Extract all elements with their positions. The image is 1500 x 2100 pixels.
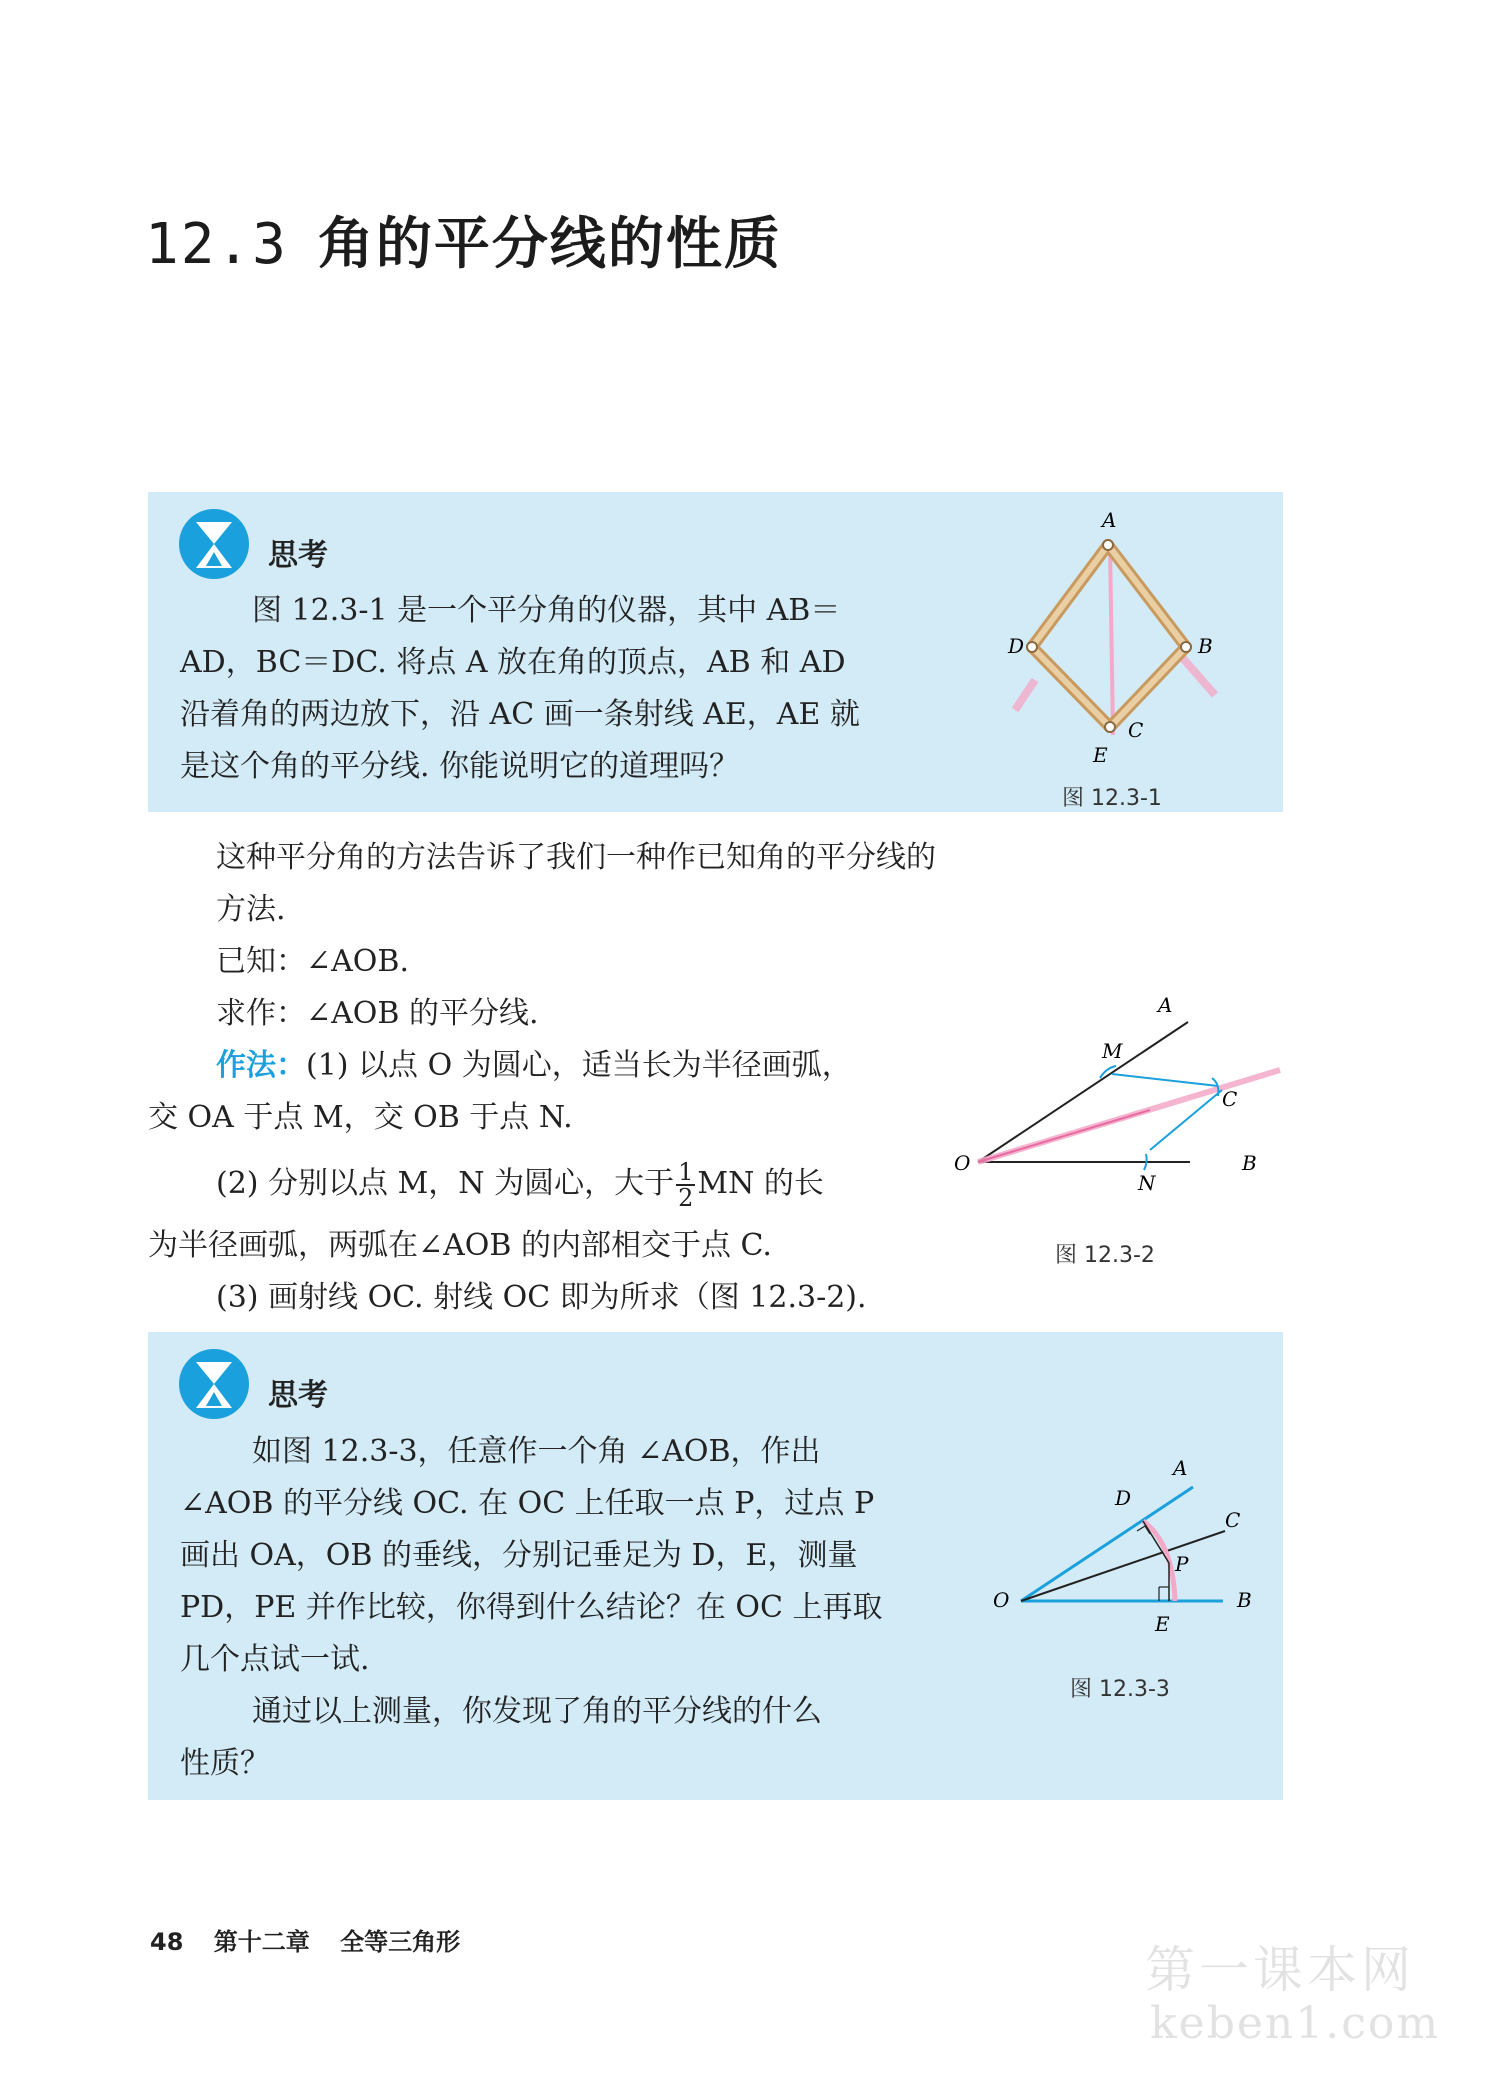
think2-text bbox=[180, 1426, 960, 1790]
chapter-title: 全等三角形 bbox=[340, 1928, 461, 1956]
think2-line-5: 几个点试一试. bbox=[180, 1642, 370, 1677]
think-label-1: 思考 bbox=[268, 538, 328, 573]
arc-from-m bbox=[1112, 1074, 1218, 1086]
think1-line-1: 图 12.3-1 是一个平分角的仪器，其中 AB＝ bbox=[252, 593, 841, 628]
angle-side-left bbox=[1015, 680, 1035, 710]
label-a: A bbox=[1173, 1456, 1188, 1480]
given-line: 已知：∠AOB. bbox=[216, 944, 409, 979]
label-a: A bbox=[1158, 993, 1173, 1017]
caption-12-3-2: 图 12.3-2 bbox=[1055, 1243, 1155, 1268]
think1-text bbox=[180, 585, 940, 793]
label-c: C bbox=[1222, 1087, 1238, 1111]
section-number: 12.3 bbox=[145, 212, 288, 277]
label-e: E bbox=[1093, 743, 1108, 767]
figure-12-3-3 bbox=[975, 1445, 1275, 1645]
label-m: M bbox=[1102, 1039, 1123, 1063]
step1-line-a: (1) 以点 O 为圆心，适当长为半径画弧， bbox=[306, 1048, 852, 1083]
label-b: B bbox=[1237, 1588, 1252, 1612]
think-label-2: 思考 bbox=[268, 1378, 328, 1413]
label-d: D bbox=[1115, 1486, 1132, 1510]
think-icon bbox=[178, 508, 250, 580]
label-o: O bbox=[954, 1151, 971, 1175]
label-d: D bbox=[1008, 634, 1025, 658]
frac-numerator: 1 bbox=[678, 1158, 694, 1186]
label-a: A bbox=[1102, 508, 1117, 532]
think2-line-6: 通过以上测量，你发现了角的平分线的什么 bbox=[252, 1694, 822, 1729]
label-e: E bbox=[1155, 1612, 1170, 1636]
think1-line-4: 是这个角的平分线. 你能说明它的道理吗？ bbox=[180, 749, 740, 784]
step2-pre: (2) 分别以点 M，N 为圆心，大于 bbox=[216, 1166, 675, 1201]
think1-line-2: AD，BC＝DC. 将点 A 放在角的顶点，AB 和 AD bbox=[180, 645, 846, 680]
frac-denominator: 2 bbox=[678, 1184, 694, 1212]
think2-line-7: 性质？ bbox=[180, 1746, 270, 1781]
step2-line-b: 为半径画弧，两弧在∠AOB 的内部相交于点 C. bbox=[148, 1228, 772, 1263]
section-title bbox=[145, 200, 782, 280]
ray-oa bbox=[1021, 1487, 1193, 1601]
method-label: 作法： bbox=[216, 1048, 306, 1083]
step1-line-b: 交 OA 于点 M，交 OB 于点 N. bbox=[148, 1100, 573, 1135]
watermark-cn: 第一课本网 bbox=[1145, 1941, 1415, 1999]
think2-line-3: 画出 OA，OB 的垂线，分别记垂足为 D，E，测量 bbox=[180, 1538, 858, 1573]
label-b: B bbox=[1198, 634, 1213, 658]
segment-pd bbox=[1143, 1521, 1169, 1563]
label-p: P bbox=[1175, 1552, 1189, 1576]
label-c: C bbox=[1225, 1508, 1241, 1532]
think2-line-2: ∠AOB 的平分线 OC. 在 OC 上任取一点 P，过点 P bbox=[180, 1486, 875, 1521]
ray-oc bbox=[1021, 1531, 1225, 1601]
label-o: O bbox=[993, 1588, 1010, 1612]
think2-line-4: PD，PE 并作比较，你得到什么结论？在 OC 上再取 bbox=[180, 1590, 883, 1625]
step2-post: MN 的长 bbox=[697, 1166, 824, 1201]
page-number: 48 bbox=[150, 1928, 184, 1956]
chapter-number: 第十二章 bbox=[213, 1928, 310, 1956]
ray-oc-core bbox=[978, 1110, 1150, 1162]
ray-oa bbox=[978, 1022, 1188, 1162]
section-heading: 角的平分线的性质 bbox=[317, 212, 782, 277]
page-footer bbox=[150, 1922, 460, 1957]
think2-line-1: 如图 12.3-3，任意作一个角 ∠AOB，作出 bbox=[252, 1434, 821, 1469]
watermark-url: keben1.com bbox=[1150, 1998, 1441, 2049]
figure-12-3-1 bbox=[990, 505, 1250, 775]
find-line: 求作：∠AOB 的平分线. bbox=[216, 996, 539, 1031]
fraction-one-half bbox=[676, 1160, 695, 1210]
figure-12-3-2 bbox=[950, 990, 1290, 1210]
angle-side-right bbox=[1180, 655, 1215, 695]
label-b: B bbox=[1242, 1151, 1257, 1175]
label-c: C bbox=[1128, 718, 1144, 742]
intro-line: 这种平分角的方法告诉了我们一种作已知角的平分线的方法. bbox=[216, 840, 936, 927]
think-icon bbox=[178, 1348, 250, 1420]
step3-line: (3) 画射线 OC. 射线 OC 即为所求（图 12.3-2). bbox=[216, 1280, 867, 1315]
label-n: N bbox=[1138, 1171, 1156, 1195]
ray-ae bbox=[1110, 545, 1113, 735]
construction-text bbox=[148, 832, 948, 1324]
caption-12-3-1: 图 12.3-1 bbox=[1062, 786, 1162, 811]
caption-12-3-3: 图 12.3-3 bbox=[1070, 1677, 1170, 1702]
think1-line-3: 沿着角的两边放下，沿 AC 画一条射线 AE，AE 就 bbox=[180, 697, 860, 732]
